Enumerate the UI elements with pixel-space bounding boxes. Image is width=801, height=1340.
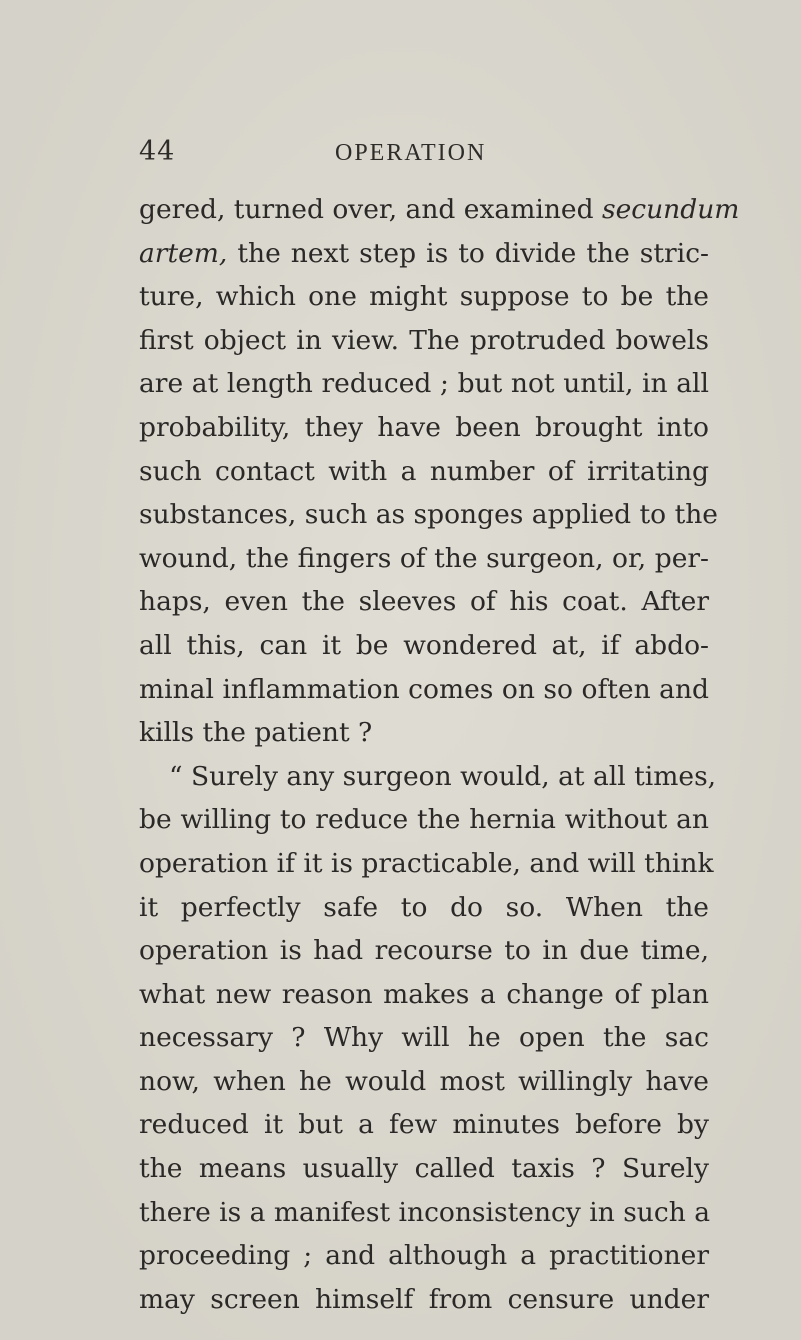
text-line: all this, can it be wondered at, if abdo- [139, 629, 709, 661]
text-line: artem, the next step is to divide the stric- [139, 237, 709, 269]
text-line: probability, they have been brought into [139, 411, 709, 443]
body-text [139, 188, 740, 1321]
text-line: may screen himself from censure under [139, 1283, 709, 1315]
text-line: kills the patient ? [139, 717, 373, 749]
text-line: it perfectly safe to do so. When the [139, 891, 709, 923]
text-line: such contact with a number of irritating [139, 455, 709, 487]
text-line: necessary ? Why will he open the sac [139, 1022, 709, 1054]
text-line: reduced it but a few minutes before by [139, 1109, 709, 1141]
text-line: proceeding ; and although a practitioner [139, 1240, 709, 1272]
text-line: now, when he would most willingly have [139, 1065, 709, 1097]
text-line: the means usually called taxis ? Surely [139, 1153, 709, 1185]
text-line: be willing to reduce the hernia without an [139, 804, 709, 836]
running-head-title: OPERATION [335, 140, 487, 166]
text-line: operation is had recourse to in due time, [139, 935, 709, 967]
text-line: first object in view. The protruded bowels [139, 324, 709, 356]
text-line: gered, turned over, and examined secundum [139, 194, 740, 225]
running-head [0, 136, 801, 176]
text-line: operation if it is practicable, and will think [139, 847, 714, 879]
text-line: substances, such as sponges applied to the [139, 499, 718, 531]
text-line: wound, the fingers of the surgeon, or, per- [139, 542, 709, 574]
text-line: “ Surely any surgeon would, at all times, [169, 760, 717, 792]
page-number: 44 [139, 136, 176, 167]
text-line: ture, which one might suppose to be the [139, 281, 709, 313]
text-line: what new reason makes a change of plan [139, 978, 709, 1010]
text-line: haps, even the sleeves of his coat. After [139, 586, 709, 618]
text-line: there is a manifest inconsistency in such a [139, 1196, 711, 1228]
text-line: are at length reduced ; but not until, in all [139, 368, 709, 400]
text-line: minal inflammation comes on so often and [139, 673, 709, 705]
